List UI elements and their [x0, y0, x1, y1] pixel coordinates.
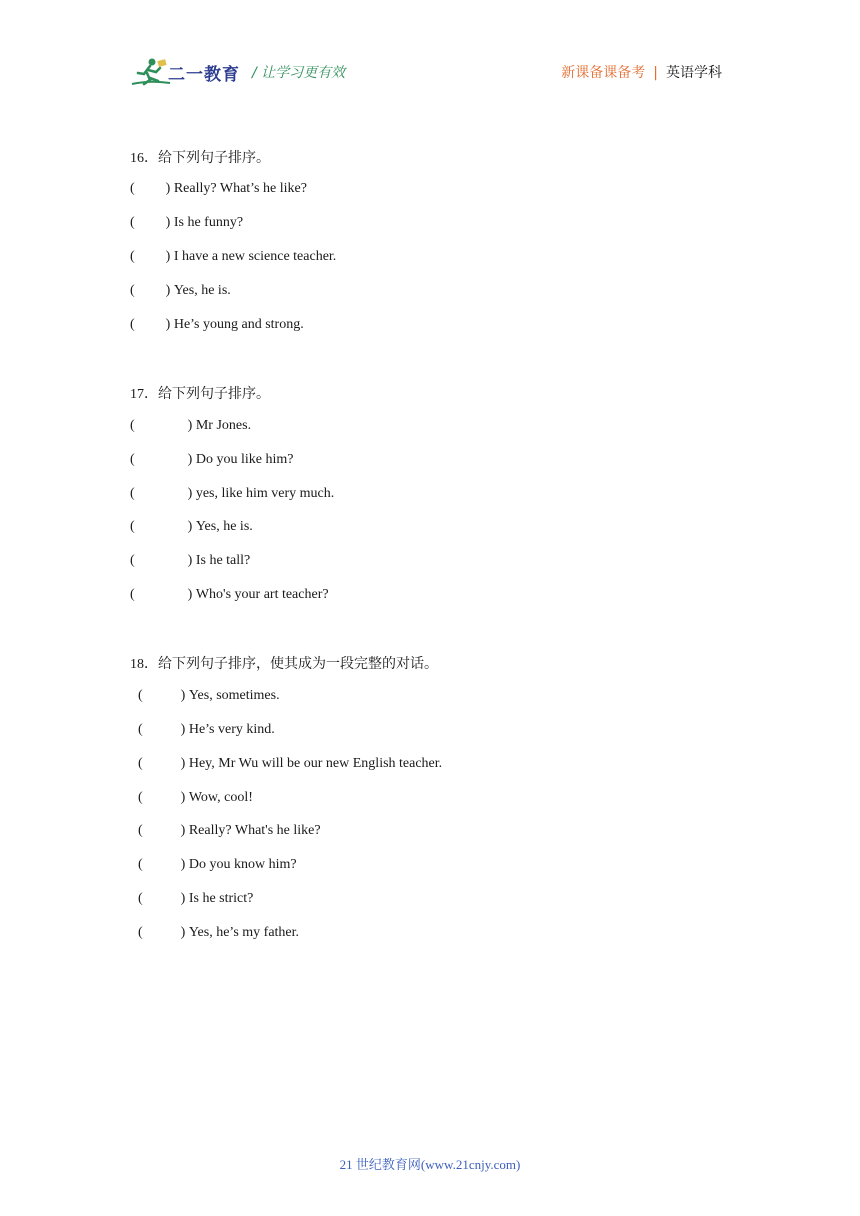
- open-paren: (: [130, 553, 135, 568]
- close-paren: ): [187, 553, 193, 568]
- q18-line-1: [138, 688, 280, 704]
- q18-line-3: [138, 756, 442, 772]
- page-header: [0, 0, 860, 110]
- q17-line-1: [130, 418, 251, 434]
- close-paren: ): [165, 317, 171, 332]
- q18-title: 18．给下列句子排序，使其成为一段完整的对话。: [130, 657, 438, 672]
- close-paren: ): [180, 891, 186, 906]
- q17-line-4: [130, 519, 253, 535]
- open-paren: (: [130, 587, 135, 602]
- sentence: Mr Jones.: [195, 418, 252, 433]
- close-paren: ): [165, 249, 171, 264]
- header-right: [561, 62, 722, 82]
- close-paren: ): [180, 857, 186, 872]
- q16-line-4: [130, 283, 231, 299]
- close-paren: ): [187, 452, 193, 467]
- q18-line-4: [138, 790, 253, 806]
- close-paren: ): [187, 519, 193, 534]
- sentence: Do you know him?: [188, 857, 297, 872]
- q17-line-3: [130, 486, 334, 502]
- logo-text: 二一教育: [168, 65, 240, 84]
- open-paren: (: [130, 486, 135, 501]
- sentence: He’s young and strong.: [173, 317, 304, 332]
- open-paren: (: [130, 519, 135, 534]
- sentence: yes, like him very much.: [195, 486, 335, 501]
- open-paren: (: [130, 452, 135, 467]
- sentence: Yes, sometimes.: [188, 688, 280, 703]
- q17-line-5: [130, 553, 250, 569]
- open-paren: (: [138, 722, 143, 737]
- close-paren: ): [180, 790, 186, 805]
- open-paren: (: [130, 418, 135, 433]
- close-paren: ): [165, 215, 171, 230]
- sentence: He’s very kind.: [188, 722, 275, 737]
- sentence: Do you like him?: [195, 452, 294, 467]
- close-paren: ): [180, 722, 186, 737]
- open-paren: (: [138, 857, 143, 872]
- open-paren: (: [130, 249, 135, 264]
- q16-line-5: [130, 317, 304, 333]
- open-paren: (: [138, 925, 143, 940]
- open-paren: (: [130, 317, 135, 332]
- q16-line-2: [130, 215, 243, 231]
- q18-line-5: [138, 823, 321, 839]
- header-prefix: 新课备课备考: [561, 65, 646, 81]
- open-paren: (: [138, 790, 143, 805]
- q16-line-1: [130, 181, 307, 197]
- open-paren: (: [130, 283, 135, 298]
- open-paren: (: [138, 688, 143, 703]
- sentence: Really? What's he like?: [188, 823, 321, 838]
- q18-line-8: [138, 925, 299, 941]
- close-paren: ): [165, 283, 171, 298]
- sentence: Yes, he’s my father.: [188, 925, 300, 940]
- sentence: I have a new science teacher.: [173, 249, 337, 264]
- q16-line-3: [130, 249, 336, 265]
- close-paren: ): [180, 925, 186, 940]
- close-paren: ): [187, 486, 193, 501]
- slogan: / 让学习更有效: [252, 65, 346, 81]
- q18-line-7: [138, 891, 253, 907]
- sentence: Is he funny?: [173, 215, 244, 230]
- sentence: Is he tall?: [195, 553, 251, 568]
- q17-line-2: [130, 452, 293, 468]
- sentence: Is he strict?: [188, 891, 254, 906]
- open-paren: (: [138, 756, 143, 771]
- close-paren: ): [180, 823, 186, 838]
- close-paren: ): [180, 688, 186, 703]
- sentence: Wow, cool!: [188, 790, 253, 805]
- sentence: Hey, Mr Wu will be our new English teacher.: [188, 756, 443, 771]
- q18-line-6: [138, 857, 297, 873]
- open-paren: (: [138, 823, 143, 838]
- open-paren: (: [130, 215, 135, 230]
- close-paren: ): [187, 587, 193, 602]
- q16-title: 16．给下列句子排序。: [130, 151, 270, 166]
- q17-line-6: [130, 587, 329, 603]
- q17-title: 17．给下列句子排序。: [130, 387, 270, 402]
- sentence: Who's your art teacher?: [195, 587, 329, 602]
- open-paren: (: [130, 181, 135, 196]
- page-footer: 21 世纪教育网(www.21cnjy.com): [339, 1157, 521, 1172]
- header-subject: 英语学科: [666, 65, 722, 81]
- close-paren: ): [165, 181, 171, 196]
- sentence: Really? What’s he like?: [173, 181, 307, 196]
- close-paren: ): [187, 418, 193, 433]
- open-paren: (: [138, 891, 143, 906]
- sentence: Yes, he is.: [195, 519, 253, 534]
- sentence: Yes, he is.: [173, 283, 231, 298]
- close-paren: ): [180, 756, 186, 771]
- q18-line-2: [138, 722, 275, 738]
- header-separator: |: [653, 65, 658, 81]
